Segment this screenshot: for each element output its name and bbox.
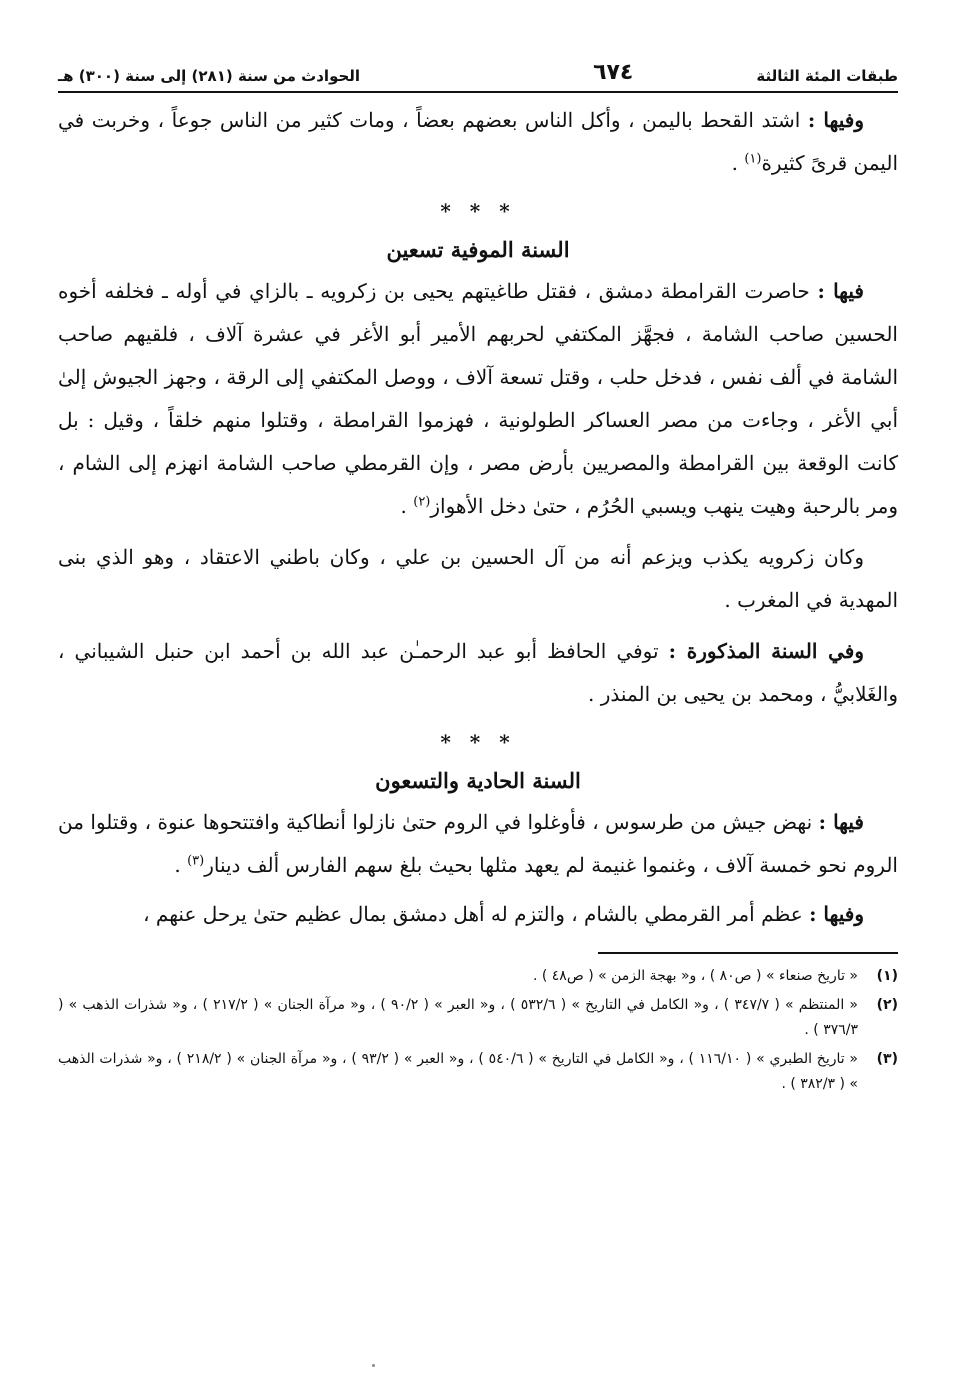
paragraph-end: .: [731, 151, 745, 175]
footnote-ref-3[interactable]: (٣): [187, 853, 205, 869]
book-page: [58, 60, 898, 1101]
paragraph-text: اشتد القحط باليمن ، وأكل الناس بعضهم بعضاً ، ومات كثير من الناس جوعاً ، وخربت في اليمن قرىً كثيرة: [58, 108, 898, 175]
paragraph-qarmatians-damascus: [58, 270, 898, 528]
chapter-title-header: الحوادث من سنة (٢٨١) إلى سنة (٣٠٠) هـ: [58, 67, 361, 85]
section-heading-year-290: السنة الموفية تسعين: [386, 237, 570, 262]
footnote-ref-2[interactable]: (٢): [413, 494, 431, 510]
footnote-ref-1[interactable]: (١): [744, 151, 762, 167]
paragraph-qarmatian-sham: [58, 893, 898, 936]
paragraph-text: عظم أمر القرمطي بالشام ، والتزم له أهل دمشق بمال عظيم حتىٰ يرحل عنهم ،: [143, 902, 810, 926]
paragraph-zikrawayh: [58, 536, 898, 622]
paragraph-lead: وفي السنة المذكورة :: [668, 639, 864, 663]
paragraph-text: نهض جيش من طرسوس ، فأوغلوا في الروم حتىٰ نازلوا أنطاكية وافتتحوها عنوة ، وقتلوا من الروم نحو خمسة آلاف ، وغنموا غنيمة لم يعهد مثلها بحيث بلغ سهم الفارس ألف دينار: [58, 810, 898, 877]
paragraph-text: حاصرت القرامطة دمشق ، فقتل طاغيتهم يحيى بن زكرويه ـ بالزاي في أوله ـ فخلفه أخوه الحسين صاحب الشامة ، فجهَّز المكتفي لحربهم الأمير أبو الأغر في عشرة آلاف ، فلقيهم صاحب الشامة في ألف نفس ، فدخل حلب ، وقتل تسعة آلاف ، ووصل المكتفي إلى الرقة ، وجهز الجيوش إلىٰ أبي الأغر ، وجاءت من مصر العساكر الطولونية ، فهزموا القرامطة ، وقتلوا منهم خلقاً ، وقيل : بل كانت الوقعة بين القرامطة والمصريين بأرض مصر ، وإن القرمطي صاحب الشامة انهزم إلى الشام ، ومر بالرحبة وهيت ينهب ويسبي الحُرُم ، حتىٰ دخل الأهواز: [58, 279, 898, 518]
footnote-number: (٣): [876, 1051, 898, 1067]
running-head: [58, 60, 898, 93]
footnote-text: « المنتظم » ( ٣٤٧/٧ ) ، و« الكامل في التاريخ » ( ٥٣٢/٦ ) ، و« العبر » ( ٩٠/٢ ) ، و« مرآة الجنان » ( ٢١٧/٢ ) ، و« شذرات الذهب » ( ٣٧٦/٣ ) .: [58, 997, 858, 1038]
paragraph-lead: وفيها :: [809, 902, 864, 926]
paragraph-antioch: [58, 801, 898, 887]
paragraph-text: وكان زكرويه يكذب ويزعم أنه من آل الحسين بن علي ، وكان باطني الاعتقاد ، وهو الذي بنى المهدية في المغرب .: [58, 545, 898, 612]
footnote-text: « تاريخ الطبري » ( ١١٦/١٠ ) ، و« الكامل في التاريخ » ( ٥٤٠/٦ ) ، و« العبر » ( ٩٣/٢ ) ، و« مرآة الجنان » ( ٢١٨/٢ ) ، و« شذرات الذهب » ( ٣٨٢/٣ ) .: [58, 1051, 859, 1092]
footnote-divider: [598, 952, 898, 954]
footnote-text: « تاريخ صنعاء » ( ص٨٠ ) ، و« بهجة الزمن » ( ص٤٨ ) .: [532, 968, 858, 984]
section-separator: * * *: [440, 730, 516, 754]
paragraph-lead: فيها :: [818, 810, 864, 834]
section-heading-year-291: السنة الحادية والتسعون: [375, 768, 581, 793]
book-title-header: طبقات المئة الثالثة: [756, 67, 898, 85]
footnote-3: [58, 1047, 898, 1097]
footnote-2: [58, 993, 898, 1043]
footnote-number: (٢): [876, 997, 898, 1013]
paragraph-lead: فيها :: [817, 279, 864, 303]
page-number: ٦٧٤: [593, 60, 634, 85]
scan-speck: [372, 1364, 375, 1367]
paragraph-yemen-famine: [58, 99, 898, 185]
paragraph-lead: وفيها :: [807, 108, 864, 132]
paragraph-text: توفي الحافظ أبو عبد الرحمـٰن عبد الله بن أحمد ابن حنبل الشيباني ، والغَلابيُّ ، ومحمد بن يحيى بن المنذر .: [58, 639, 898, 706]
paragraph-end: .: [400, 494, 414, 518]
footnote-number: (١): [876, 968, 898, 984]
section-separator: * * *: [440, 199, 516, 223]
paragraph-deaths: [58, 630, 898, 716]
footnote-1: [58, 964, 898, 989]
paragraph-end: .: [174, 853, 188, 877]
